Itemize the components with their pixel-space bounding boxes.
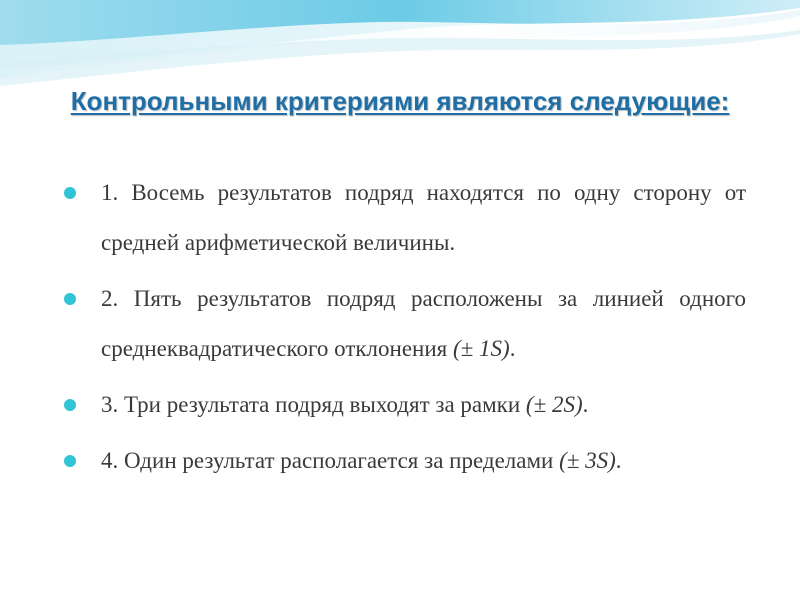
list-item-tail: . <box>509 336 516 361</box>
list-item-emphasis: (± 1S) <box>453 336 510 361</box>
criteria-list <box>64 168 746 492</box>
list-item-text: 2. Пять результатов подряд расположены за линией одного среднеквадратического отклонения <box>101 286 746 361</box>
list-item <box>64 436 746 486</box>
list-item-text: 4. Один результат располагается за пределами <box>101 448 560 473</box>
bullet-icon <box>64 187 76 199</box>
list-item <box>64 274 746 374</box>
list-item-tail: . <box>582 392 589 417</box>
list-item-text: 3. Три результата подряд выходят за рамки <box>101 392 526 417</box>
list-item-emphasis: (± 3S) <box>559 448 616 473</box>
bullet-icon <box>64 399 76 411</box>
slide-title: Контрольными критериями являются следующие: <box>70 86 730 116</box>
header-wave-decoration <box>0 0 800 90</box>
list-item-tail: . <box>615 448 622 473</box>
list-item-text: 1. Восемь результатов подряд находятся по одну сторону от средней арифметической величины. <box>101 180 746 255</box>
list-item <box>64 380 746 430</box>
bullet-icon <box>64 293 76 305</box>
list-item-emphasis: (± 2S) <box>525 392 583 417</box>
bullet-icon <box>64 455 76 467</box>
list-item <box>64 168 746 268</box>
